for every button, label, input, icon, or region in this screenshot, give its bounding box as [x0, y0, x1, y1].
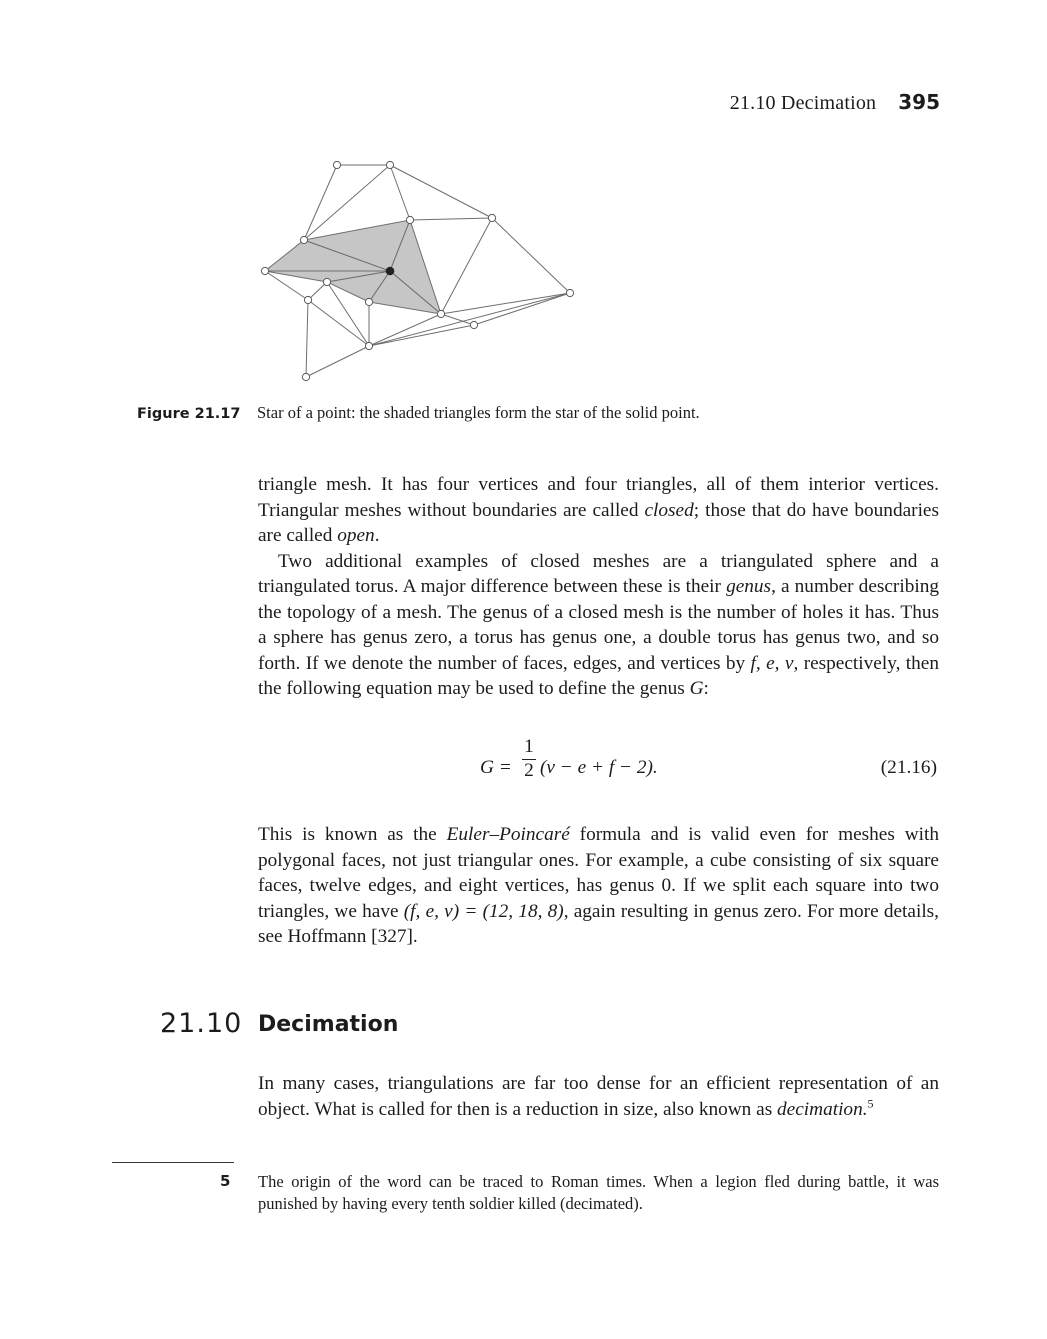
page-number: 395: [898, 90, 940, 114]
fraction-denominator: 2: [524, 760, 534, 781]
footnote-marker: 5: [867, 1096, 874, 1111]
mesh-vertex: [333, 161, 340, 168]
paragraph: [258, 549, 939, 702]
term-open: open: [337, 525, 375, 546]
mesh-edge: [474, 293, 570, 325]
mesh-vertex: [302, 373, 309, 380]
text-run: This is known as the: [258, 824, 447, 845]
mesh-vertex: [323, 278, 330, 285]
mesh-vertex: [261, 267, 268, 274]
section-title: Decimation: [258, 1012, 399, 1037]
mesh-edge: [308, 300, 369, 346]
mesh-vertex: [470, 321, 477, 328]
mesh-edge: [492, 218, 570, 293]
text-run: .: [374, 525, 380, 546]
mesh-edge: [441, 218, 492, 314]
figure-caption-text: Star of a point: the shaded triangles form the star of the solid point.: [257, 403, 700, 422]
mesh-edge: [390, 165, 410, 220]
math-fev-values: (f, e, v) = (12, 18, 8): [403, 900, 564, 922]
footnote-text: The origin of the word can be traced to Roman times. When a legion fled during battle, it was punished by having every tenth soldier killed (decimated).: [258, 1172, 939, 1213]
term-genus: genus: [726, 576, 772, 597]
solid-point: [386, 267, 394, 275]
text-run: triangle mesh. It has four vertices and four triangles, all of them interior vertices. Triangular meshes without boundaries are called: [258, 474, 939, 521]
mesh-vertex: [566, 289, 573, 296]
term-euler-poincare: Euler–Poincaré: [446, 824, 570, 845]
equation-rhs: (v − e + f − 2).: [540, 757, 658, 778]
mesh-vertex: [365, 298, 372, 305]
equation-number: (21.16): [880, 757, 937, 778]
mesh-vertex: [406, 216, 413, 223]
mesh-edge: [410, 218, 492, 220]
paragraph: [258, 822, 939, 950]
star-of-point-figure: [250, 150, 590, 390]
mesh-vertex: [300, 236, 307, 243]
mesh-edge: [369, 325, 474, 346]
figure-caption: [137, 403, 937, 423]
mesh-edge: [306, 300, 308, 377]
text-run: :: [703, 678, 709, 699]
mesh-vertex: [365, 342, 372, 349]
running-head: [560, 90, 940, 115]
term-closed: closed: [644, 499, 694, 521]
text-run: formula and is valid even for meshes with polygonal faces, not just triangular ones. For example, a cube consisting of six square faces, twelve edges, and eight vertices, has genus 0. If we split each square into two triangles, we have: [258, 824, 939, 922]
running-head-title: 21.10 Decimation: [729, 92, 877, 114]
term-decimation: decimation.: [777, 1098, 868, 1120]
mesh-vertex: [386, 161, 393, 168]
equation-fraction: [522, 735, 536, 784]
text-run: , a number describing the topology of a mesh. The genus of a closed mesh is the number of holes it has. Thus a sphere has genus zero, a torus has genus one, a double torus has genus two, and so forth. If we denote the number of faces, edges, and vertices by: [258, 576, 939, 674]
equation-lhs: G =: [480, 757, 512, 778]
footnote-rule: [112, 1162, 234, 1163]
paragraph: [258, 472, 939, 549]
footnote-number: 5: [220, 1172, 231, 1190]
math-G: G: [689, 678, 704, 699]
mesh-edge: [390, 165, 492, 218]
section-number: 21.10: [160, 1008, 243, 1039]
text-run: , again resulting in genus zero. For more details, see Hoffmann [327].: [258, 900, 940, 947]
star-triangles: [265, 220, 441, 314]
mesh-vertex: [437, 310, 444, 317]
body-text-upper: [258, 472, 939, 702]
text-run: In many cases, triangulations are far too dense for an efficient representation of an object. What is called for then is a reduction in size, also known as: [258, 1073, 939, 1120]
math-fev: f, e, v: [750, 652, 794, 674]
text-run: , respectively, then the following equation may be used to define the genus: [258, 652, 940, 699]
figure-label: Figure 21.17: [137, 406, 241, 422]
body-text-lower: [258, 822, 939, 950]
body-text-section: [258, 1071, 939, 1122]
paragraph: [258, 1071, 939, 1122]
fraction-numerator: 1: [524, 736, 534, 757]
mesh-vertex: [488, 214, 495, 221]
text-run: ; those that do have boundaries are called: [258, 499, 939, 546]
mesh-edge: [306, 346, 369, 377]
mesh-edge: [441, 293, 570, 314]
mesh-vertex: [304, 296, 311, 303]
equation-block: [258, 735, 939, 795]
text-run: Two additional examples of closed meshes are a triangulated sphere and a triangulated torus. A major difference between these is their: [258, 550, 939, 597]
mesh-edge: [304, 165, 337, 240]
